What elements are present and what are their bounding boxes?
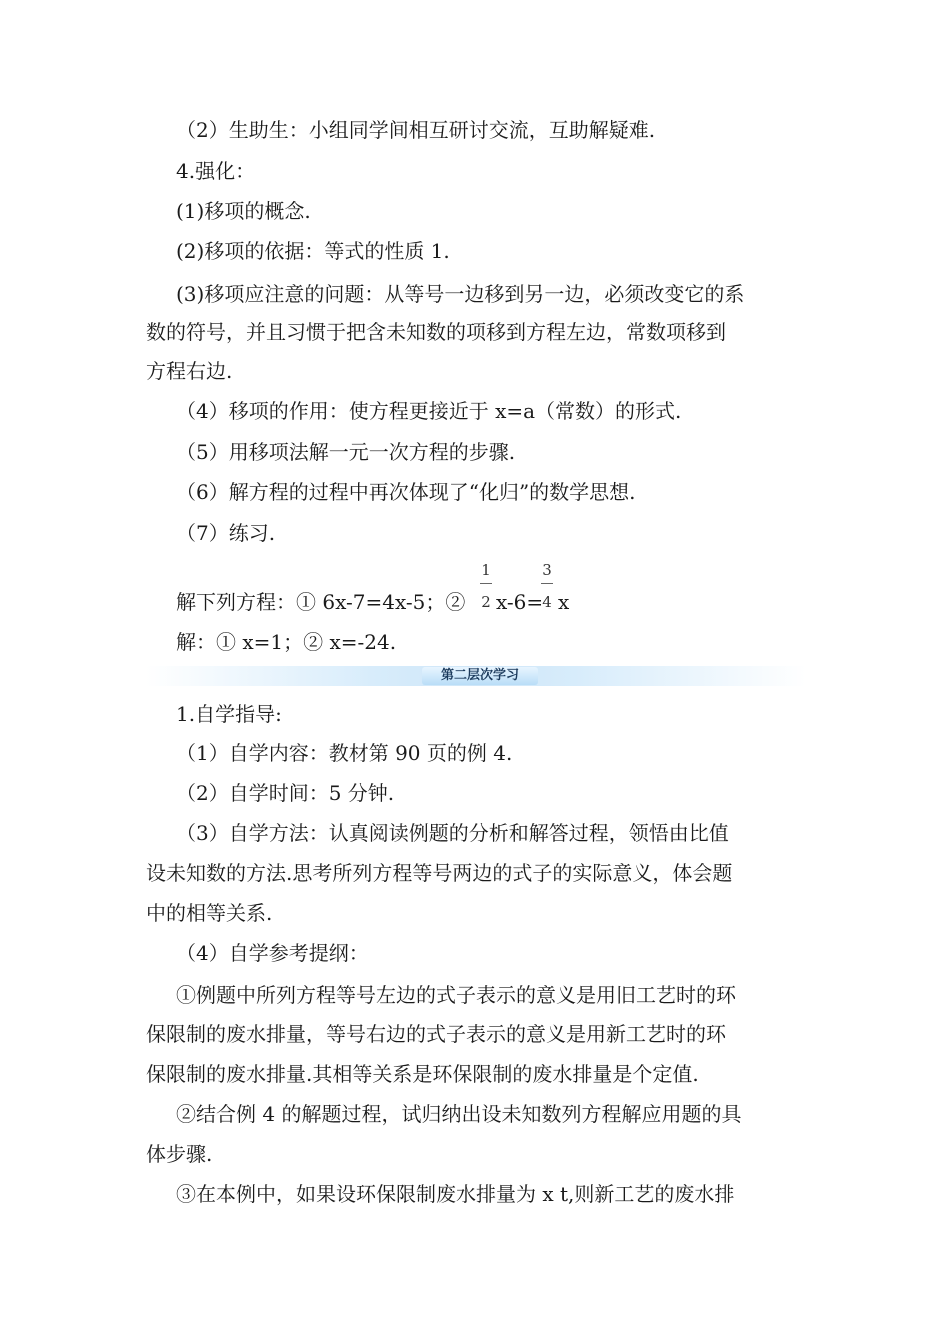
fraction-numerator: 3 xyxy=(542,561,552,579)
exercise-prefix: 解下列方程：① 6x-7=4x-5；② xyxy=(176,590,466,614)
text-line: ①例题中所列方程等号左边的式子表示的意义是用旧工艺时的环 xyxy=(176,983,736,1007)
text-line: （5）用移项法解一元一次方程的步骤. xyxy=(176,440,516,464)
text-line: 体步骤. xyxy=(146,1142,213,1166)
fraction-denominator: 2 xyxy=(481,593,491,611)
text-line: (2)移项的依据：等式的性质 1. xyxy=(176,239,450,263)
section-banner-title: 第二层次学习 xyxy=(422,667,538,685)
text-line: ③在本例中，如果设环保限制废水排量为 x t,则新工艺的废水排 xyxy=(176,1182,735,1206)
fraction-denominator: 4 xyxy=(542,593,552,611)
fraction-bar xyxy=(480,583,492,584)
exercise-suffix: x xyxy=(558,590,570,614)
text-line: （1）自学内容：教材第 90 页的例 4. xyxy=(176,741,513,765)
text-line: （4）自学参考提纲： xyxy=(176,941,369,965)
answer-line: 解：① x=1；② x=-24. xyxy=(176,630,397,654)
text-line: 保限制的废水排量，等号右边的式子表示的意义是用新工艺时的环 xyxy=(146,1022,726,1046)
text-line: (1)移项的概念. xyxy=(176,199,311,223)
exercise-middle: x-6= xyxy=(496,590,544,614)
text-line: 设未知数的方法.思考所列方程等号两边的式子的实际意义，体会题 xyxy=(146,861,733,885)
fraction-bar xyxy=(541,583,553,584)
text-line: 4.强化： xyxy=(176,159,256,183)
text-line: 数的符号，并且习惯于把含未知数的项移到方程左边，常数项移到 xyxy=(146,320,726,344)
text-line: 方程右边. xyxy=(146,359,233,383)
fraction-numerator: 1 xyxy=(481,561,491,579)
text-line: (3)移项应注意的问题：从等号一边移到另一边，必须改变它的系 xyxy=(176,282,745,306)
text-line: （2）生助生：小组同学间相互研讨交流，互助解疑难. xyxy=(176,118,656,142)
text-line: （2）自学时间：5 分钟. xyxy=(176,781,395,805)
text-line: 1.自学指导: xyxy=(176,702,282,726)
text-line: 保限制的废水排量.其相等关系是环保限制的废水排量是个定值. xyxy=(146,1062,699,1086)
text-line: （3）自学方法：认真阅读例题的分析和解答过程，领悟由比值 xyxy=(176,821,729,845)
text-line: ②结合例 4 的解题过程，试归纳出设未知数列方程解应用题的具 xyxy=(176,1102,742,1126)
text-line: （7）练习. xyxy=(176,521,276,545)
text-line: 中的相等关系. xyxy=(146,901,273,925)
text-line: （4）移项的作用：使方程更接近于 x=a（常数）的形式. xyxy=(176,399,682,423)
text-line: （6）解方程的过程中再次体现了“化归”的数学思想. xyxy=(176,480,636,504)
